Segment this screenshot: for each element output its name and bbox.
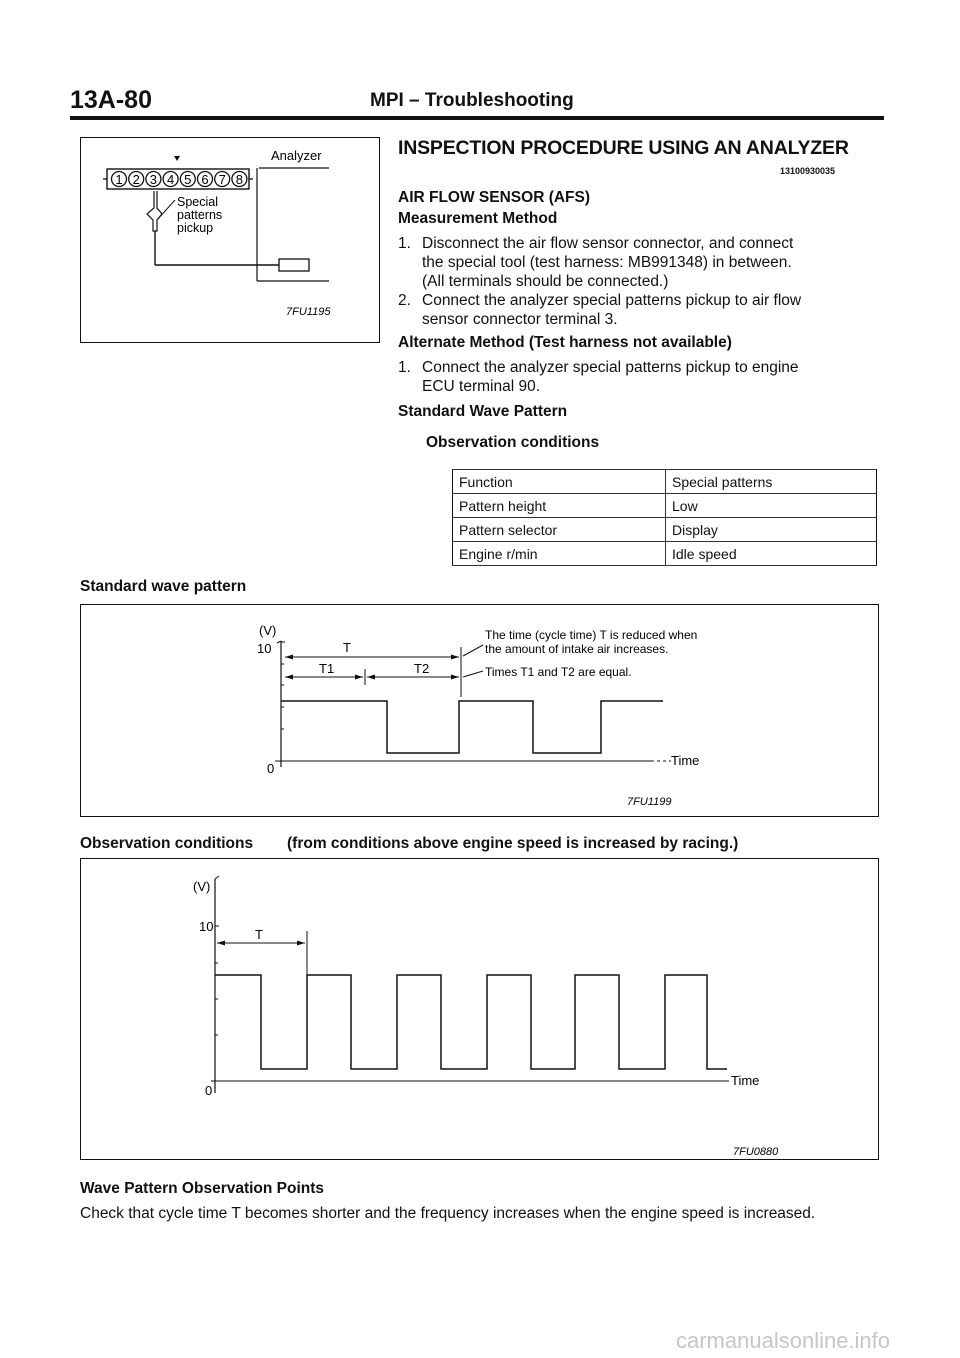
connector-pin-number: 4 (166, 172, 175, 187)
connector-pin-number: 8 (235, 172, 244, 187)
procedure-title: INSPECTION PROCEDURE USING AN ANALYZER (398, 137, 849, 159)
connector-pin-number: 2 (132, 172, 140, 187)
analyzer-label: Analyzer (271, 148, 322, 163)
wave2-y-zero: 0 (205, 1083, 213, 1098)
header-rule (70, 116, 884, 120)
wave2-heading-part1: Observation conditions (80, 835, 254, 852)
wave1-note-3: Times T1 and T2 are equal. (485, 665, 632, 679)
analyzer-plug (279, 259, 309, 271)
table-row: Pattern selector Display (453, 518, 877, 542)
wave1-y-unit: (V) (259, 623, 277, 638)
table-row: Engine r/min Idle speed (453, 542, 877, 566)
section-title: MPI – Troubleshooting (370, 90, 574, 111)
observation-heading: Observation conditions (426, 434, 600, 451)
observation-points-text: Check that cycle time T becomes shorter and the frequency increases when the engine speed is increased. (80, 1205, 816, 1222)
connector-pin-number: 1 (115, 172, 123, 187)
connector-pin-number: 6 (201, 172, 209, 187)
sensor-heading: AIR FLOW SENSOR (AFS) (398, 189, 591, 206)
connector-pin-number: 5 (184, 172, 192, 187)
wave2-heading-part2: (from conditions above engine speed is increased by racing.) (287, 835, 739, 852)
wave2-t-label: T (255, 927, 263, 942)
connector-pin-number: 7 (218, 172, 226, 187)
standard-wave-heading: Standard Wave Pattern (398, 403, 568, 420)
wave2-figure (80, 858, 879, 1160)
connector-figure (80, 137, 380, 343)
connector-pin-number: 3 (149, 172, 158, 187)
connector-pins (112, 172, 247, 188)
pickup-label-line-1: Special (177, 195, 218, 209)
wave1-t1-label: T1 (319, 661, 335, 676)
wave2-y-unit: (V) (193, 879, 211, 894)
wave1-note-2: the amount of intake air increases. (485, 642, 669, 656)
table-row: Pattern height Low (453, 494, 877, 518)
page-number: 13A-80 (70, 86, 152, 114)
wave2-figure-code: 7FU0880 (733, 1146, 779, 1158)
watermark: carmanualsonline.info (676, 1328, 891, 1353)
wave1-t2-label: T2 (414, 661, 430, 676)
wave1-waveform (281, 701, 663, 753)
observation-table (452, 469, 877, 566)
observation-points-heading: Wave Pattern Observation Points (80, 1180, 325, 1197)
table-row: Function Special patterns (453, 470, 877, 494)
wave2-waveform (215, 975, 727, 1069)
wave1-y-max: 10 (257, 641, 272, 656)
measurement-heading: Measurement Method (398, 210, 558, 227)
wave1-t-label: T (343, 640, 351, 655)
pickup-label-line-2: patterns (177, 208, 223, 222)
alternate-heading: Alternate Method (Test harness not available) (398, 334, 732, 351)
wave2-time-label: Time (731, 1073, 760, 1088)
wave1-heading: Standard wave pattern (80, 578, 247, 595)
wave1-figure (80, 604, 879, 817)
procedure-code: 13100930035 (780, 166, 836, 176)
wave1-note-1: The time (cycle time) T is reduced when (485, 628, 698, 642)
connector-figure-code: 7FU1195 (286, 306, 331, 318)
wave1-figure-code: 7FU1199 (627, 796, 672, 808)
pickup-label-line-3: pickup (177, 221, 214, 235)
wave1-y-zero: 0 (267, 761, 275, 776)
wave2-y-max: 10 (199, 919, 214, 934)
wave1-time-label: Time (671, 753, 700, 768)
